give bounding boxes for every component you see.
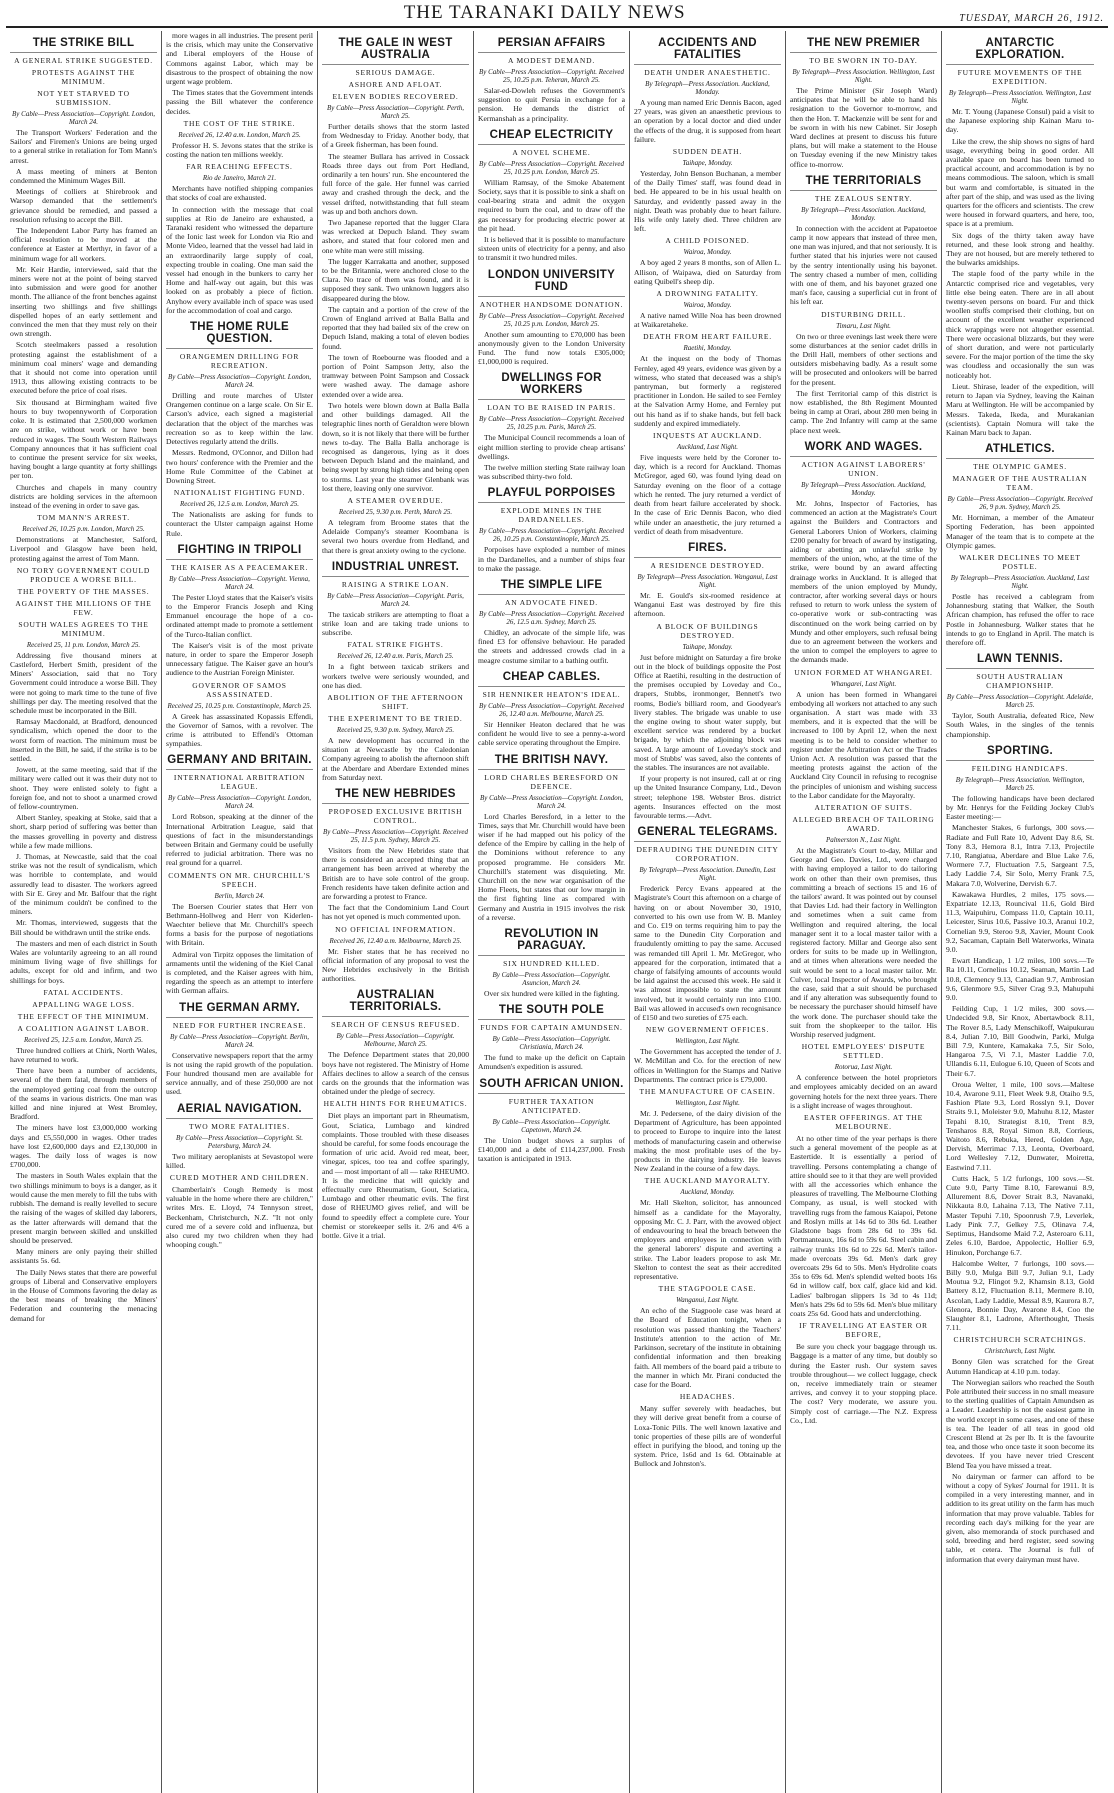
article-subheading: UNION FORMED AT WHANGAREI. <box>794 667 933 677</box>
article-paragraph: Two hotels were blown down at Balla Balla and other buildings damaged. All the telegraphic lines north of Geraldton were blown down, so it is not likely that there will be further news to-day. The Balla Balla anchorage is recognised as dangerous, lying as it does between Depuch Island and the mainland, and being swept by strong high tides and being open to storms. Last year the steamer Glenbank was lost there, leaving only one survivor. <box>322 400 469 493</box>
article-subheading: SIX HUNDRED KILLED. <box>503 958 600 968</box>
article-paragraph: The steamer Bullara has arrived in Cossack Roads three days out from Port Hedland, ordinarily a ten hours' run. She encountered the full force of the gale. Her funnel was carried away and crashed through the deck, and the vessel drifted, notwithstanding that full steam was up and both anchors down. <box>322 151 469 216</box>
article-byline: By Cable—Press Association—Copyright. Perth, March 25. <box>326 104 465 120</box>
article-paragraph: Two military aeroplanists at Sevastopol were killed. <box>166 1151 313 1170</box>
article-headline: THE TERRITORIALS <box>790 175 937 191</box>
article-paragraph: William Ramsay, of the Smoke Abatement Society, says that it is possible to sink a shaft on coal-bearing strata and admit the oxygen required to burn the coal, and to draw off the gas necessary for producing electric power at the pit head. <box>478 177 625 233</box>
article-paragraph: Scotch steelmakers passed a resolution protesting against the establishment of a minimum coal miners' wage and demanding that it should not come into operation until 1913, thus allowing existing contracts to be executed before the price of coal rises. <box>10 340 157 396</box>
article-subheading: THE EXPERIMENT TO BE TRIED. <box>328 713 463 723</box>
article-byline: Raetihi, Monday. <box>683 344 732 353</box>
article-paragraph: Conservative newspapers report that the army is not using the rapid growth of the population. Four hundred thousand men are available for service annually, and of these 250,000 are not used. <box>166 1050 313 1097</box>
article-subheading: A BLOCK OF BUILDINGS DESTROYED. <box>656 621 759 640</box>
article-subheading: ALLEGED BREACH OF TAILORING AWARD. <box>792 814 935 833</box>
article-paragraph: Like the crew, the ship shows no signs of hard usage, everything being in good order. All available space on board has been turned to practical account, and accommodation is by no means commodious. The saloon, which is small but warm and comfortable, is situated in the after part of the ship, and was used as the living quarters for the officers and scientists. The crew were housed in forward quarters, and here, too, space is at a premium. <box>946 136 1094 229</box>
article-paragraph: Diet plays an important part in Rheumatism, Gout, Sciatica, Lumbago and kindred complaints. Those troubled with these diseases should be careful, for some foods encourage the formation of uric acid. Avoid red meat, beer, vinegar, spices, too tea and coffee sparingly, and — most important of all — take RHEUMO. It is the medicine that will quickly and effectually cure Rheumatism, Gout, Sciatica, Lumbago and other rheumatic evils. The first dose of RHEUMO gives relief, and will be found to speedily effect a complete cure. Your chemist or storekeeper sells it. 2/6 and 4/6 a bottle. Give it a trial. <box>322 1111 470 1241</box>
article-byline: Auckland, Monday. <box>680 1188 735 1197</box>
article-paragraph: The Norwegian sailors who reached the South Pole attributed their success in no small measure to the sterling qualities of Captain Amundsen as a Leader. Leadership is not the easiest game in the world except in some cases, and one of these is tea. The leader of all teas in good old Crescent Blend at 2s per lb. It is the favourite tea, and those who once taste it soon become its devotees. If you have never tried Crescent Blend Tea you have missed a treat. <box>946 1377 1094 1470</box>
article-subheading: ANOTHER HANDSOME DONATION. <box>479 299 624 309</box>
article-subheading: THE OLYMPIC GAMES. <box>973 462 1067 472</box>
article-subheading: NEW GOVERNMENT OFFICES. <box>645 1025 770 1035</box>
article-byline: By Cable—Press Association—Copyright. Received 25, 10.25 p.m. London, March 25. <box>478 311 625 328</box>
article-subheading: NO TORY GOVERNMENT COULD PRODUCE A WORSE BILL. <box>16 565 151 584</box>
column-2 <box>162 31 318 1793</box>
article-paragraph: The Transport Workers' Federation and the Sailors' and Firemen's Unions are being urged to a general strike in retaliation for Tom Mann's arrest. <box>10 128 157 165</box>
article-paragraph: The first Territorial camp of this district is now established, the 8th Regiment Mounted being in camp at Orari, about 280 men being in camp. The 2nd Infantry will camp at the same place next week. <box>790 388 937 435</box>
article-byline: Received 25, 11 p.m. London, March 25. <box>26 640 141 649</box>
article-byline: By Cable—Press Association—Copyright. Received 26, 12.5 a.m. Sydney, March 25. <box>478 610 625 627</box>
article-subheading: IF TRAVELLING AT EASTER OR BEFORE, <box>799 1321 928 1340</box>
article-paragraph: The Independent Labor Party has framed an official resolution to be moved at the conference at Easter at Merthyr, in favor of a minimum wage for all workers. <box>10 226 157 263</box>
article-byline: By Cable—Press Association—Copyright. Christiania, March 24. <box>492 1035 611 1052</box>
column-5 <box>630 31 786 1793</box>
article-paragraph: Albert Stanley, speaking at Stoke, said that a short, sharp period of suffering was better than the masses grovelling in poverty and distress while a few made millions. <box>10 813 157 850</box>
issue-date: TUESDAY, MARCH 26, 1912. <box>959 13 1104 24</box>
newspaper-title: THE TARANAKI DAILY NEWS <box>403 2 686 23</box>
article-byline: Wairoa, Monday. <box>683 301 732 310</box>
article-subheading: EASTER OFFERINGS. AT THE MELBOURNE. <box>804 1113 923 1132</box>
article-headline: AERIAL NAVIGATION. <box>166 1103 313 1119</box>
article-paragraph: Sir Henniker Heaton declared that he was confident he would live to see a penny-a-word cable service operating throughout the Empire. <box>478 719 625 748</box>
article-headline: THE GALE IN WEST AUSTRALIA <box>322 37 469 65</box>
article-byline: Rio de Janeiro, March 21. <box>202 174 277 183</box>
article-byline: By Cable—Press Association—Copyright. Received 26, 12.40 a.m. Melbourne, March 25. <box>478 701 625 718</box>
article-paragraph: Mr. Johns, Inspector of Factories, has commenced an action at the Magistrate's Court against the Builders and Contractors and General Laborers Union of Workers, claiming £200 penalty for breach of award by instigating, aiding or abetting an unlawful strike by members of the union, who, at the time of the strike, were bound by an award affecting drainage works in Auckland. It is alleged that members of the union employed by Mundy, contractor, after working several days or hours refused to return to work unless the system of co-operative work or sub-contracting was discontinued on the work being carried on by Mundy and other employers, such refusal being due to an agreement between the workers and the union to compel the employers to agree to the demands made. <box>790 498 937 665</box>
article-paragraph: Lord Charles Beresford, in a letter to the Times, says that Mr. Churchill would have been wiser if he had mapped out his policy of the defence of the Empire by calling in the help of the Dominions without reference to any proposed programme. He considers Mr. Churchill's statement was disquieting. Mr. Churchill on the new war organisation of the Home Fleets, but states that our low margin in the first fighting line as compared with Germany and Austria in 1915 involves the risk of a reverse. <box>478 811 625 922</box>
article-paragraph: The masters and men of each district in South Wales are voluntarily agreeing to an all round minimum living wage of five shillings for adults, except for old and infirm, and two shillings for boys. <box>10 938 157 985</box>
article-byline: By Cable—Press Association—Copyright. London, March 24. <box>168 794 311 811</box>
article-subheading: DEATH UNDER ANAESTHETIC. <box>644 68 771 77</box>
article-byline: By Cable—Press Association—Copyright. London, March 24. <box>168 373 311 390</box>
article-paragraph: There have been a number of accidents, several of the them fatal, through members of the unemployed getting coal from the outcrop of the seams in various districts. One man was killed and nine injured at West Bromley, Bradford. <box>10 1066 157 1122</box>
article-subheading: SEARCH OF CENSUS REFUSED. <box>331 1020 460 1030</box>
article-subheading: THE KAISER AS A PEACEMAKER. <box>170 562 309 572</box>
article-paragraph: Admiral von Tirpitz opposes the limitation of armaments until the widening of the Kiel Canal is completed, and the Kaiser agrees with him, regarding the speech as an attempt to interfere with German affairs. <box>166 949 313 996</box>
article-subheading: INTERNATIONAL ARBITRATION LEAGUE. <box>173 773 306 792</box>
article-paragraph: In a fight between taxicab strikers and workers twelve were seriously wounded, and one has died. <box>322 662 469 690</box>
article-paragraph: A mass meeting of miners at Benton condemned the Minimum Wages Bill. <box>10 166 157 186</box>
article-subheading: THE STAGPOOLE CASE. <box>658 1284 757 1294</box>
article-paragraph: Chidley, an advocate of the simple life, was fined £3 for offensive behaviour. He paraded the streets and addressed crowds clad in a meagre costume similar to a bathing outfit. <box>478 628 625 665</box>
article-paragraph: The Nationalists are asking for funds to counteract the Ulster campaign against Home Rule. <box>166 510 313 538</box>
article-paragraph: The Municipal Council recommends a loan of eight million sterling to provide cheap artisans' dwellings. <box>478 433 625 461</box>
article-subheading: ABOLITION OF THE AFTERNOON SHIFT. <box>327 692 464 711</box>
article-paragraph: The Daily News states that there are powerful groups of Liberal and Conservative employers in the House of Commons favoring the delay as the best means of breaking the Miners' Federation and countering the menacing demand for <box>10 1267 157 1323</box>
article-byline: Taihape, Monday. <box>682 642 733 651</box>
article-subheading: DISTURBING DRILL. <box>821 309 906 319</box>
article-subheading: MANAGER OF THE AUSTRALIAN TEAM. <box>952 474 1088 493</box>
article-subheading: GOVERNOR OF SAMOS ASSASSINATED. <box>192 680 287 699</box>
article-subheading: PROTESTS AGAINST THE MINIMUM. <box>31 68 136 86</box>
article-paragraph: Drilling and route marches of Ulster Orangemen continue on a large scale. On Sir E. Carson's advice, each signed a magisterial declaration that the object of the marches was recreation so as to keep within the law. Detectives regularly attend the drills. <box>166 391 313 447</box>
article-byline: Received 26, 12.40 a.m. Paris, March 25. <box>337 652 454 661</box>
article-byline: By Cable—Press Association—Copyright. Adelaide, March 25. <box>946 693 1094 710</box>
article-byline: Auckland, Last Night. <box>676 443 739 452</box>
article-paragraph: Porpoises have exploded a number of mines in the Dardanelles, and a number of ships fear to make the passage. <box>478 545 625 573</box>
article-subheading: FURTHER TAXATION ANTICIPATED. <box>508 1096 595 1115</box>
article-byline: Taihape, Monday. <box>682 159 733 168</box>
article-headline: CHEAP ELECTRICITY <box>478 129 625 145</box>
article-paragraph: A Greek has assassinated Kopassis Effendi, the Governor of Samos, with a revolver. The crime is attributed to Effendi's Ottoman sympathies. <box>166 711 313 749</box>
article-headline: REVOLUTION IN PARAGUAY. <box>478 928 625 956</box>
article-paragraph: Many suffer severely with headaches, but they will derive great benefit from a course of Loxa-Tonic Pills. The well known laxative and tonic properties of these pills are of wonderful effect in purifying the blood, and toning up the system. Price, 1s6d and 1s 6d. Obtainable at Bullock and Johnston's. <box>634 1404 781 1469</box>
article-paragraph: Mr. Fisher states that he has received no official information of any proposal to vest the New Hebrides exclusively in the British authorities. <box>322 946 469 984</box>
article-byline: By Cable—Press Association—Copyright. Received 25, 10.25 p.m. London, March 25. <box>478 159 625 176</box>
article-headline: SPORTING. <box>946 745 1094 761</box>
article-subheading: DEATH FROM HEART FAILURE. <box>643 332 772 342</box>
article-paragraph: Six thousand at Birmingham waited five hours to buy twopennyworth of Corporation coke. It is estimated that 2,500,000 workmen are on strike, without work or have been reduced in wages. The South Western Railways Company announces that it has sufficient coal to continue the present service for six weeks, having bought a large quantity at forty shillings per ton. <box>10 397 157 481</box>
article-headline: THE BRITISH NAVY. <box>478 754 625 770</box>
article-subheading: A DROWNING FATALITY. <box>656 289 759 299</box>
article-subheading: FUNDS FOR CAPTAIN AMUNDSEN. <box>480 1023 623 1033</box>
article-paragraph: J. Thomas, at Newcastle, said that the coal strike was not the result of syndicalism, which was horrible to contemplate, and would assuredly lead to disaster. The workers agreed with Sir E. Grey and Mr. Balfour that the right of the minimum couldn't be confined to the miners. <box>10 852 157 917</box>
article-subheading: HEADACHES. <box>679 1392 736 1402</box>
article-headline: DWELLINGS FOR WORKERS <box>478 372 625 400</box>
article-subheading: A RESIDENCE DESTROYED. <box>650 560 765 570</box>
article-paragraph: The taxicab strikers are attempting to float a strike loan and are taking trade unions to subscribe. <box>322 609 469 638</box>
article-subheading: SIR HENNIKER HEATON'S IDEAL. <box>482 689 621 699</box>
article-paragraph: Over six hundred were killed in the fighting. <box>484 988 620 998</box>
masthead <box>6 0 1108 28</box>
article-subheading: FEILDING HANDICAPS. <box>971 763 1069 773</box>
article-subheading: LORD CHARLES BERESFORD ON DEFENCE. <box>484 772 619 791</box>
article-byline: By Telegraph—Press Association. Auckland, Last Night. <box>950 573 1090 590</box>
article-subheading: FUTURE MOVEMENTS OF THE EXPEDITION. <box>957 68 1083 86</box>
article-headline: GENERAL TELEGRAMS. <box>634 826 781 842</box>
article-byline: By Telegraph—Press Association. Auckland, Monday. <box>645 80 770 96</box>
article-subheading: A STEAMER OVERDUE. <box>347 495 444 505</box>
article-subheading: EXPLODE MINES IN THE DARDANELLES. <box>500 506 603 525</box>
article-headline: FIRES. <box>634 542 781 558</box>
article-paragraph: The Defence Department states that 20,000 boys have not registered. The Ministry of Home Affairs declines to allow a search of the census cards on the grounds that the information was obtained under the pledge of secrecy. <box>322 1050 469 1097</box>
article-paragraph: A union has been formed in Whangarei embodying all workers not attached to any such organisation. A start was made with 33 members, and it is expected that the will be increased to 100 by April 12, when the next meeting is to be held to consider whether to register under the Arbitration Act or the Trades Union Act. A resolution was passed that the meeting protests against the action of the Auckland City Council in refusing to recognise the principles of unionism and wishing success to the Labor candidate for the Mayoralty. <box>790 689 937 800</box>
article-subheading: DEFRAUDING THE DUNEDIN CITY CORPORATION. <box>636 845 779 864</box>
article-paragraph: Just before midnight on Saturday a fire broke out in the block of buildings opposite the Post Office at Raetihi, resulting in the destruction of the premises occupied by Loveday and Co., drapers, Stubbs, ironmonger, Bennett's two rooms, Bodie's billiard room, and Goodyear's livery stables. The brigade was unable to use the engine owing to shout water supply, but excellent service was rendered by a bucket brigade, by which the adjoining block was saved. A large amount of Loveday's stock and most of Stubbs' was saved, also the contents of the stables. The insurances are not available. <box>634 652 781 772</box>
columns <box>6 31 1108 1793</box>
article-subheading: RAISING A STRIKE LOAN. <box>341 579 450 589</box>
article-headline: THE GERMAN ARMY. <box>166 1002 313 1018</box>
article-paragraph: The staple food of the party while in the Antarctic comprised rice and vegetables, very little else being eaten. There are in all about twenty-seven persons on board. Fur and thick woollen stuffs comprised their clothing, but on account of the excellent weather experienced thick wrappings were not altogether essential. There were occasional blizzards, but they were of short duration, and were not particularly severe. For the major portion of the time the sky was cloudless and occasionally the sun was noticeably hot. <box>946 269 1094 380</box>
article-paragraph: Churches and chapels in many country districts are holding services in the afternoon instead of the evening in order to save gas. <box>10 482 157 510</box>
article-subheading: FATAL ACCIDENTS. <box>43 987 124 997</box>
article-paragraph: Three hundred colliers at Chirk, North Wales, have returned to work. <box>10 1045 157 1065</box>
article-paragraph: Mr. Hall Skelton, solicitor, has announced himself as a candidate for the Mayoralty, opposing Mr. C. J. Parr, with the avowed object of endeavouring to heal the breach between the employers and employees in connection with the general laborers' dispute and averting a strike. The Labor leaders propose to ask Mr. Skelton to contest the seat as their accredited representative. <box>634 1198 781 1282</box>
article-headline: PERSIAN AFFAIRS <box>478 37 625 53</box>
article-subheading: NOT YET STARVED TO SUBMISSION. <box>37 89 130 107</box>
article-paragraph: Manchester Stakes, 6 furlongs, 300 sovs.—Radiate and Full Rate 10, Advent Day 8.6, St. Tony 8.3, Hemora 8.1, Intra 7.13, Projectile 7.10, Rangiatua, Aberdare and Blue Lake 7.6, Wormere 7.7, Fluctuation 7.5, Sargeant 7.5, Lady Laddie 7.4, Sir Solo, Merry Frank 7.5, Makara 7.0, Wolverine, Dervish 6.7. <box>946 823 1094 888</box>
article-paragraph: Mr. E. Gould's six-roomed residence at Wanganui East was destroyed by fire this afternoon. <box>634 590 781 619</box>
article-paragraph: If your property is not insured, call at or ring up the United Insurance Company, Ltd., Devon street; telephone 198. Webster Bros. district agents. Insurances effected on the most favourable terms.—Advt. <box>634 774 781 820</box>
article-byline: Whangarei, Last Night. <box>830 679 897 688</box>
article-subheading: SERIOUS DAMAGE. <box>355 68 436 77</box>
article-paragraph: Demonstrations at Manchester, Salford, Liverpool and Glasgow have been held, protesting against the arrest of Tom Mann. <box>10 535 157 563</box>
article-paragraph: No dairyman or farmer can afford to be without a copy of Sykes' Journal for 1911. It is compiled in a very interesting manner, and in addition to its great utility on the farm has much information that may prove valuable. Tables for recording each day's milking for the year are given, also memoranda of stock purchased and sold, breeding and herd register, seed sowing table, et cetera. The Journal is full of information that every dairyman must have. <box>946 1471 1094 1564</box>
column-3 <box>318 31 474 1793</box>
article-byline: By Cable—Press Association—Copyright. Melbourne, March 25. <box>336 1032 455 1049</box>
article-paragraph: Mr. Keir Hardie, interviewed, said that the miners were not at the point of being starved into submission and were good for another month. The alliance of the front benches against inserting two shillings and five shillings dispelled hopes of an early settlement and convinced the men that they must rely on their own strength. <box>10 264 157 339</box>
article-byline: By Cable—Press Association—Copyright. Received 26, 9 p.m. Sydney, March 25. <box>947 495 1093 512</box>
article-headline: ACCIDENTS AND FATALITIES <box>634 37 781 65</box>
article-byline: By Telegraph—Press Association. Auckland, Monday. <box>801 480 926 497</box>
article-paragraph: Mr. T. Young (Japanese Consul) paid a visit to the Japanese exploring ship Kainan Maru to-day. <box>946 107 1094 135</box>
article-byline: By Telegraph—Press Association. Dunedin, Last Night. <box>639 866 776 883</box>
article-paragraph: Oroua Welter, 1 mile, 100 sovs.—Maltese 10.4, Avarone 9.11, Fleet Week 9.8, Otaiho 9.5, Fashion Plate 9.3, Lord Rosslyn 9.1, Dover Straits 9.1, Moleister 9.0, Mahuhu 8.12, Master Tepahi 8.10, Strategist 8.10, Trent 8.9, Tensharos 8.8, Royal Simon 8.8, Corrieus, Waitoto 8.6, Rebuka, Hered, Golden Age, Dervish, Merrimac 7.13, Leonta, Overboard, Lord Wellesley 7.12, Dunwater, Moiretta, Eastwind 7.11. <box>946 1079 1094 1172</box>
column-4 <box>474 31 630 1793</box>
article-subheading: CHRISTCHURCH SCRATCHINGS. <box>953 1335 1087 1345</box>
article-subheading: LOAN TO BE RAISED IN PARIS. <box>487 403 616 413</box>
article-paragraph: The Kaiser's visit is of the most private nature, in order to spare the Emperor Joseph unnecessary fatigue. The Kaiser gave an hour's audience to the Austrian Foreign Minister. <box>166 640 313 678</box>
article-paragraph: The lugger Karrakatta and another, supposed to be the Britannia, were anchored close to the Clara. No trace of them was found, and it is supposed they sank. Two unknown luggers also disappeared during the blow. <box>322 256 469 303</box>
article-byline: Christchurch, Last Night. <box>984 1347 1056 1356</box>
article-subheading: A CHILD POISONED. <box>665 236 750 246</box>
article-byline: Rotorua, Last Night. <box>834 1063 893 1072</box>
column-1 <box>6 31 162 1793</box>
article-paragraph: A native named Wille Noa has been drowned at Waikaretaheke. <box>634 311 781 330</box>
article-headline: ANTARCTIC EXPLORATION. <box>946 37 1094 65</box>
article-paragraph: Professor H. S. Jevons states that the strike is costing the nation ten millions weekly. <box>166 140 313 160</box>
article-headline: THE NEW PREMIER <box>790 37 937 53</box>
article-paragraph: At no other time of the year perhaps is there such a general movement of the people as at Eastertide. It is essentially a period of travelling. Persons contemplating a change of attire should see to it that they are well provided with all the accessories which enhance the pleasures of travelling. The Melbourne Clothing Company, as usual, is well stocked with travelling rugs from the famous Kaiapoi, Petone and Roslyn mills at 14s 6d to 30s 6d. Leather Gladstone bags from 28s 6d to 39s 6d. Portmanteaux, 16s 6d to 59s 6d. Steel cabin and railway trunks 10s 6d to 22s 6d. Men's tailor-made overcoats 39s 6d. Men's dark grey overcoats 29s 6d to 50s. Men's Hydrolite coats 35s to 69s 6d. Men's splendid welted boots 16s 6d in willow calf, box calf, glace kid and kid. Ladies' balbrogan slippers 1s 3d to 4s 11d; Men's hats 29s 6d to 59s 6d. Men's blue military coats 25s 6d. Good hats and underclothing. <box>790 1134 938 1318</box>
article-paragraph: Feilding Cup, 1 1/2 miles, 300 sovs.—Undecided 9.8, Sir Knox, Abertawbock 8.11, The Rover 8.5, Lady Menschikoff, Waipukurau 8.4, Julian 7.10, Bill Goodwin, Parki, Mulga Bill 7.9, Kuntere, Kamakaka 7.5, Sir Solo, Hangaroa 7.5, Vi 7.1, Master Laddie 7.0, Ullandis 6.11, Eulogue 6.10, Queen of Scots and Their 6.7. <box>946 1004 1094 1078</box>
article-byline: By Cable—Press Association—Copyright. Capetown, March 24. <box>492 1117 611 1134</box>
article-headline: FIGHTING IN TRIPOLI <box>166 544 313 560</box>
article-subheading: WALKER DECLINES TO MEET POSTLE. <box>959 552 1081 571</box>
article-subheading: SOUTH AUSTRALIAN CHAMPIONSHIP. <box>976 672 1064 691</box>
article-paragraph: Taylor, South Australia, defeated Rice, New South Wales, in the singles of the tennis championship. <box>946 711 1094 739</box>
article-paragraph: Six dogs of the thirty taken away have returned, and these look strong and healthy. They are not housed, but are merely tethered to the bulwarks amidships. <box>946 230 1094 268</box>
article-paragraph: In connection with the accident at Papatoetoe camp it now appears that instead of three men, one man was injured, and that not seriously. It is further stated that his injuries were not caused by the sentry intentionally using his bayonet. The sentry chased a number of men, colliding with one of them, and his bayonet grazed one man's face, causing a superficial cut in front of his left ear. <box>790 223 937 307</box>
article-paragraph: An echo of the Stagpoole case was heard at the Board of Education tonight, when a resolution was passed thanking the Teachers' Institute's attention to the action of Mr. Parkinson, secretary of the institute in obtaining confidential information and then breaking faith. All members of the board paid a tribute to the manner in which Mr. Pirani conducted the case for the Board. <box>634 1306 781 1389</box>
article-headline: INDUSTRIAL UNREST. <box>322 561 469 577</box>
article-paragraph: Further details shows that the storm lasted from Wednesday to Friday. Another body, that of a Greek fisherman, has been found. <box>322 122 469 150</box>
article-byline: By Cable—Press Association—Copyright. London, March 24. <box>12 110 155 126</box>
article-headline: AUSTRALIAN TERRITORIALS. <box>322 989 469 1017</box>
article-paragraph: The Government has accepted the tender of J. W. McMillan and Co. for the erection of new offices in Wellington for the Stamps and Native Departments. The contract price is £79,000. <box>634 1047 781 1084</box>
article-byline: By Telegraph—Press Association. Wanganui, Last Night. <box>637 572 778 589</box>
article-subheading: FAR REACHING EFFECTS. <box>186 162 293 172</box>
article-headline: LONDON UNIVERSITY FUND <box>478 269 625 297</box>
article-headline: GERMANY AND BRITAIN. <box>166 754 313 770</box>
article-byline: By Cable—Press Association—Copyright. Received 25, 10.25 p.m. Teheran, March 25. <box>478 68 625 84</box>
article-paragraph: Visitors from the New Hebrides state that there is considered an accepted thing that an arrangement has been arrived at whereby the British are to have sole control of the group. French residents have taken definite action and are forwarding a protest to France. <box>322 845 469 901</box>
article-byline: Palmerston N., Last Night. <box>825 835 902 844</box>
article-paragraph: Lieut. Shirase, leader of the expedition, will return to Japan via Sydney, leaving the Kainan Maru at Wellington. He will be accompanied by Messrs. Takeda, Ikeda, and Murakanian (scientists). Captain Nomura will take the Kainan Maru back to Japan. <box>946 381 1094 437</box>
article-paragraph: The following handicaps have been declared by Mr. Henrys for the Feilding Jockey Club's Easter meeting:— <box>946 793 1094 822</box>
article-paragraph: The town of Roebourne was flooded and a portion of Point Sampson Jetty, also the tramway between Point Sampson and Cossack were washed away. The damage ashore extended over a wide area. <box>322 352 469 399</box>
article-subheading: A MODEST DEMAND. <box>507 56 596 65</box>
article-byline: Wanganui, Last Night. <box>676 1296 739 1305</box>
article-paragraph: Postle has received a cablegram from Johannesburg stating that Walker, the South African champion, has refused the offer to race Postle in Johannesburg. Walker states that he intends to go to England in April. The match is therefore off. <box>946 591 1094 647</box>
article-paragraph: Ewart Handicap, 1 1/2 miles, 100 sovs.—Te Ra 10.11, Cornelius 10.12, Seaman, Martin Lad 10.8, Clemency 9.13, Canadian 9.7, Ambrosian 9.6, Glenmore 9.5, Silver Crag 9.3, Mahupuhi 9.0. <box>946 956 1094 1003</box>
article-byline: Received 26, 12.40 a.m. Melbourne, March 25. <box>329 936 462 945</box>
article-byline: By Cable—Press Association—Copyright. Asuncion, March 24. <box>492 970 611 987</box>
article-paragraph: The masters in South Wales explain that the two shillings minimum to boys is a danger, as it would cause the men merely to fill the tubs with rubbish. The demand is really levelled to secure the raising of the wages of skilled day laborers, as the latter afterwards will demand that the present margin between skilled and unskilled should be preserved. <box>10 1171 157 1245</box>
article-subheading: COMMENTS ON MR. CHURCHILL'S SPEECH. <box>168 870 311 889</box>
article-byline: By Telegraph—Press Association. Wellington, Last Night. <box>792 68 935 84</box>
article-paragraph: Chamberlain's Cough Remedy is most valuable in the home where there are children," writes Mrs. E. Lloyd, 74 Tennyson street, Beckenham, Christchurch, N.Z. "It not only cured me of a severe cold and influenza, but also cured my two children when they had whooping cough." <box>166 1185 313 1250</box>
article-subheading: THE EFFECT OF THE MINIMUM. <box>17 1011 150 1021</box>
article-subheading: ASHORE AND AFLOAT. <box>348 80 443 89</box>
article-paragraph: Two Japanese reported that the lugger Clara was wrecked at Depuch Island. They swam ashore, and stated that four colored men and one white man were still missing. <box>322 218 469 255</box>
article-paragraph: Jowett, at the same meeting, said that if the military were called out it was their duty not to shoot. They were enlisted solely to fight a foreign foe, and not to shoot a unarmed crowd of fellow-countrymen. <box>10 765 157 811</box>
article-headline: LAWN TENNIS. <box>946 653 1094 669</box>
article-paragraph: A boy aged 2 years 8 months, son of Allen L. Allison, of Waipawa, died on Saturday from eating Quibell's sheep dip. <box>634 258 781 286</box>
article-byline: Received 26, 12.40 a.m. London, March 25. <box>178 130 301 139</box>
article-byline: Received 25, 9.30 p.m. Sydney, March 25. <box>336 725 455 734</box>
article-paragraph: On two or three evenings last week there were some disturbances at the senior cadet drills in the Drill Hall, members of other sections and outsiders misbehaving badly. As a result some will be prosecuted and onlookers will be barred for the present. <box>790 331 937 387</box>
article-paragraph: Merchants have notified shipping companies that stocks of coal are exhausted. <box>166 184 313 203</box>
article-subheading: THE POVERTY OF THE MASSES. <box>17 586 150 596</box>
article-headline: WORK AND WAGES. <box>790 441 937 457</box>
article-headline: PLAYFUL PORPOISES <box>478 487 625 503</box>
article-paragraph: At the Magistrate's Court to-day, Millar and George and Geo. Davies, Ltd., were charged with having employed a tailor to do tailoring work on other than their own premises, thus committing a breach of sections 15 and 16 of the tailors' award. It was pointed out by counsel that Davies Ltd. had their factory in Wellington and sometimes when a suit came from Wellington and required altering, the local manager sent it to a local master tailor with a registered factory. Millar and George also sent orders for suits to be made up in Wellington, and at times when alterations were needed the suit would be sent to a local master tailor. Mr. Culver, local Inspector of Awards, who brought the case, said that a suit should be purchased and if any alteration was subsequently found to be necessary the purchaser should himself have the work done. The purchaser should take the suit from the shopkeeper to the tailor. His Worship reserved judgment. <box>790 845 937 1040</box>
article-subheading: FATAL STRIKE FIGHTS. <box>347 640 444 650</box>
article-paragraph: Many miners are only paying their shilled assistants 5s. 6d. <box>10 1247 157 1266</box>
article-subheading: THE AUCKLAND MAYORALTY. <box>644 1176 771 1186</box>
article-paragraph: Be sure you check your baggage through us. Baggage is a matter of any time, but doubly so during the Easter rush. Our system saves trouble throughout— we collect luggage, check on, receive immediately train or steamer arrives, and convey it to your stopping place. The cost? Very moderate, we assure you. Simply cost of carriage.—The N.Z. Express Co., Ltd. <box>790 1342 937 1425</box>
article-paragraph: The Union budget shows a surplus of £140,000 and a debt of £114,237,000. Fresh taxation is anticipated in 1913. <box>478 1135 625 1163</box>
article-byline: By Cable—Press Association—Copyright. Received 26, 10.25 p.m. Constantinople, March 25. <box>478 527 625 544</box>
article-headline: THE HOME RULE QUESTION. <box>166 321 313 349</box>
article-paragraph: Kawakawa Hurdles, 2 miles, 175 sovs.—Expatriate 12.13, Rouncival 11.6, Gold Bird 11.3, Waipuhiru, Compass 11.0, Captain 10.11, Leicester, Sirus 10.6, Passive 10.3, Aranui 10.2, Cornelian 9.9, Steroo 9.8, Xavier, Mount Cook 9.2, Sacaman, Captain Bell Waterworks, Winata 9.0. <box>946 889 1094 954</box>
article-subheading: A COALITION AGAINST LABOR. <box>17 1023 150 1033</box>
article-paragraph: Ramsay Macdonald, at Bradford, denounced syndicalism, which opened the door to the worst form of reaction. The minimum must be inserted in the Bill, he said, if the strike is to be settled. <box>10 717 157 763</box>
article-headline: THE STRIKE BILL <box>10 37 157 53</box>
article-subheading: ELEVEN BODIES RECOVERED. <box>332 92 459 101</box>
article-byline: Received 25, 10.25 p.m. Constantinople, March 25. <box>167 701 312 710</box>
article-byline: By Cable—Press Association—Copyright. Received 25, 11.5 p.m. Sydney, March 25. <box>322 827 469 844</box>
article-paragraph: Mr. Thomas, interviewed, suggests that the Bill should be withdrawn until the strike ends. <box>10 918 157 937</box>
article-subheading: ORANGEMEN DRILLING FOR RECREATION. <box>179 352 300 371</box>
article-headline: CHEAP CABLES. <box>478 671 625 687</box>
article-byline: By Cable—Press Association—Copyright. London, March 24. <box>480 793 623 810</box>
article-byline: Wellington, Last Night. <box>675 1099 740 1108</box>
article-paragraph: Addressing five thousand miners at Castleford, Herbert Smith, president of the Miners' Association, said that no Tory Government could introduce a worse Bill. They were not going to mark time to the tune of five shillings per day. The meeting resolved that the schedule must be incorporated in the Bill. <box>10 650 157 715</box>
article-paragraph: Mr. Horniman, a member of the Amateur Sporting Federation, has been appointed Manager of the team that is to compete at the Olympic games. <box>946 513 1094 550</box>
article-paragraph: Lord Robson, speaking at the dinner of the International Arbitration League, said that questions of fact in the misunderstandings between Britain and Germany could be usefully referred to judicial arbitration. There was no real ground for a quarrel. <box>166 812 313 868</box>
article-subheading: HEALTH HINTS FOR RHEUMATICS. <box>323 1099 468 1109</box>
article-subheading: PROPOSED EXCLUSIVE BRITISH CONTROL. <box>328 806 463 825</box>
article-paragraph: A telegram from Broome states that the Adelaide Company's steamer Koombana is several two hours overdue from Hedland, and that there is great anxiety owing to the cyclone. <box>322 517 469 555</box>
article-subheading: ALTERATION OF SUITS. <box>814 802 913 812</box>
article-subheading: TO BE SWORN IN TO-DAY. <box>809 56 918 65</box>
article-subheading: A GENERAL STRIKE SUGGESTED. <box>14 56 153 65</box>
article-paragraph: The fact that the Condominium Land Court has not yet opened is much commented upon. <box>322 903 469 922</box>
article-paragraph: The twelve million sterling State railway loan was subscribed thirty-two fold. <box>478 463 625 482</box>
article-subheading: TWO MORE FATALITIES. <box>189 1121 290 1131</box>
article-subheading: INQUESTS AT AUCKLAND. <box>653 431 762 441</box>
article-paragraph: Messrs. Redmond, O'Connor, and Dillon had two hours' conference with the Premier and the Home Rule Committee of the Cabinet at Downing Street. <box>166 448 313 485</box>
article-byline: By Cable—Press Association—Copyright. Berlin, March 24. <box>169 1032 310 1049</box>
article-paragraph: Another sum amounting to £70,000 has been anonymously given to the London University Fund. The fund now totals £305,000; £1,000,000 is required. <box>478 329 625 367</box>
article-paragraph: A conference between the hotel proprietors and employees amicably decided on an award governing hotels for the next three years. There is a slight increase of wages throughout. <box>790 1073 937 1110</box>
article-subheading: THE ZEALOUS SENTRY. <box>814 193 913 203</box>
article-paragraph: Five inquests were held by the Coroner to-day, which is a record for Auckland. Thomas McGregor, aged 60, was found lying dead on Saturday evening on the floor of a cottage which he rented. The jury returned a verdict of death from heart failure accelerated by shock. In the case of Eric Dennis Bacon, who died while under an anaesthetic, the jury returned a verdict of death from misadventure. <box>634 453 781 536</box>
article-subheading: ACTION AGAINST LABORERS' UNION. <box>801 459 926 478</box>
article-paragraph: The fund to make up the deficit on Captain Amundsen's expedition is assured. <box>478 1053 625 1072</box>
article-paragraph: Mr. J. Pedersene, of the dairy division of the Department of Agriculture, has been appointed to proceed to Europe to inquire into the latest methods of manufacturing casein and otherwise making the most profitable uses of the by-products in the dairying industry. He leaves New Zealand in the course of a few days. <box>634 1109 781 1174</box>
article-subheading: NEED FOR FURTHER INCREASE. <box>172 1020 307 1030</box>
article-byline: Received 26, 12.5 a.m. London, March 25. <box>179 500 300 509</box>
article-subheading: NATIONALIST FIGHTING FUND. <box>173 488 306 498</box>
article-byline: By Cable—Press Association—Copyright. Paris, March 24. <box>327 591 464 608</box>
article-paragraph: The Times states that the Government intends passing the Bill whatever the conference decides. <box>166 88 313 116</box>
article-subheading: NO OFFICIAL INFORMATION. <box>335 924 456 934</box>
article-byline: Received 25, 9.30 p.m. Perth, March 25. <box>338 507 453 516</box>
article-byline: By Cable—Press Association—Copyright. St. Petersburg, March 24. <box>176 1133 303 1150</box>
article-byline: By Telegraph—Press Association. Wellington, March 25. <box>955 775 1085 792</box>
article-byline: Received 26, 10.25 p.m. London, March 25. <box>22 525 145 534</box>
article-subheading: AGAINST THE MILLIONS OF THE FEW. <box>15 598 152 617</box>
article-headline: THE SOUTH POLE <box>478 1004 625 1020</box>
article-byline: By Cable—Press Association—Copyright. Received 25, 10.25 p.m. Paris, March 25. <box>478 415 625 432</box>
article-paragraph: Yesterday, John Benson Buchanan, a member of the Daily Times' staff, was found dead in bed. He appeared to be in his usual health on Saturday, and evidently passed away in the night. Death was probably due to heart failure. His wife only lately died. Three children are left. <box>634 169 781 234</box>
article-headline: THE SIMPLE LIFE <box>478 579 625 595</box>
article-headline: ATHLETICS. <box>946 443 1094 459</box>
article-headline: THE NEW HEBRIDES <box>322 788 469 804</box>
article-subheading: SUDDEN DEATH. <box>672 147 743 157</box>
article-paragraph: At the inquest on the body of Thomas Fernley, aged 49 years, evidence was given by a witness, who stated that deceased was a ship's pantryman, but formerly a registered practitioner in London. He sailed to see Fernley at the Salvation Army Home, and Fernley put out his hand as if to shake hands, but fell back suddenly and expired immediately. <box>634 354 781 428</box>
article-byline: By Telegraph—Press Association. Wellington, Last Night. <box>948 89 1092 105</box>
article-paragraph: The Boersen Courier states that Herr von Bethmann-Hollweg and Herr von Kiderlen-Waechter believe that Mr. Churchill's speech forms a basis for the purpose of negotiations with Britain. <box>166 901 313 948</box>
column-6 <box>786 31 942 1793</box>
article-headline: SOUTH AFRICAN UNION. <box>478 1078 625 1094</box>
article-paragraph: A young man named Eric Dennis Bacon, aged 27 years, was given an anaesthetic previous to an operation by a local doctor and died under the effects of the drug, it is supposed from heart failure. <box>634 98 781 144</box>
article-paragraph: Salar-ed-Dowleh refuses the Government's suggestion to quit Persia in exchange for a pension. He demands the district of Kermanshah as a principality. <box>478 86 625 123</box>
article-subheading: APPALLING WAGE LOSS. <box>32 999 135 1009</box>
article-paragraph: The captain and a portion of the crew of the Crown of England arrived at Balla Balla and reported that they had bailed six of the crew on Depuch Island, making a total of eleven bodies found. <box>322 304 469 351</box>
article-paragraph: Frederick Percy Evans appeared at the Magistrate's Court this afternoon on a charge of having on or about November 30, 1910, converted to his own use from W. B. Manley and Co. £19 on terms requiring him to pay the same to the Dunedin City Corporation and fraudulently omitting to pay the same. Accused was remanded till April 1. Mr. McGregor, who appeared for the corporation, intimated that a charge of falsifying amounts of accounts would be laid against the accused this week. He said it was almost impossible to state the amount involved, but it would certainly run into £100. Bail was allowed in accused's own recognisance of £150 and two sureties of £75 each. <box>634 884 781 1023</box>
article-subheading: TOM MANN'S ARREST. <box>37 513 130 523</box>
article-subheading: CURED MOTHER AND CHILDREN. <box>169 1173 310 1183</box>
article-byline: By Cable—Press Association—Copyright. Vienna, March 24. <box>169 574 310 591</box>
article-paragraph: Bonny Glen was scratched for the Great Autumn Handicap at 4.10 p.m. today. <box>946 1357 1094 1376</box>
article-byline: Timaru, Last Night. <box>836 321 891 330</box>
article-paragraph: A new development has occurred in the situation at Newcastle by the Caledonian Company agreeing to abolish the afternoon shift at the Aberdare and Aberdare Extended mines from Saturday next. <box>322 735 469 782</box>
article-paragraph: Meetings of colliers at Shirebrook and Warsop demanded that the settlement's grievance should be remedied, and passed a resolution refusing to accept the Bill. <box>10 187 157 224</box>
article-paragraph: Cutts Hack, 5 1/2 furlongs, 100 sovs.—St. Cute 9.0, Party Time 8.10, Farewanui 8.9, Allurement 8.6, Dover Strait 8.3, Navanaki, Nikkauta 8.0, Lahaina 7.13, The Native 7.11, Master Tepuhi 7.10, Spoonrush 7.9, Leverlek, Lady Pink 7.7, Gelkey 7.5, Olinava 7.4, Septimus, Handsome Maid 7.2, Asteroaro 6.11, Zeles 6.10, Bardoe, Appolectic, Hollier 6.9, Hinukon, Porchange 6.7. <box>946 1173 1094 1257</box>
article-paragraph: Halcombe Welter, 7 furlongs, 100 sovs.—Billy 9.0, Mulga Bill 9.7, Julian 9.1, Lady Moutua 9.2, Flingot 9.2, Khamsin 8.13, Gold Battery 8.12, Fluctuation 8.11, Mermere 8.10, Ascolan, Lady Laddie, Messal 8.9, Kaurora 8.7, Glenora, Bonnie Day, Avarone 8.4, Coo the Slaughter 8.1, Ladrone, Afterthought, Thesis 7.11. <box>946 1258 1094 1333</box>
article-paragraph: It is believed that it is possible to manufacture sixteen units of electricity for a penny, and also to transmit it two hundred miles. <box>478 235 625 263</box>
article-byline: Wellington, Last Night. <box>675 1037 740 1046</box>
article-byline: Wairoa, Monday. <box>683 248 732 257</box>
article-paragraph: more wages in all industries. The present peril is the crisis, which may unite the Conservative and Liberal employers of the House of Commons against Labor, which may be disastrous to the prospect of obtaining the now urgent wage problem. <box>166 31 313 87</box>
article-byline: Received 25, 12.5 a.m. London, March 25. <box>23 1035 144 1044</box>
article-byline: Berlin, March 24. <box>214 891 265 900</box>
column-7 <box>942 31 1098 1793</box>
article-paragraph: The Pester Lloyd states that the Kaiser's visits to the Emperor Francis Joseph and King Emmanuel encourage the hope of a co-ordinated attempt made to promote a settlement of the Turco-Italian conflict. <box>166 592 313 639</box>
article-subheading: A NOVEL SCHEME. <box>512 147 591 157</box>
article-subheading: SOUTH WALES AGREES TO THE MINIMUM. <box>18 619 149 638</box>
article-subheading: AN ADVOCATE FINED. <box>505 598 598 608</box>
article-subheading: THE MANUFACTURE OF CASEIN. <box>639 1087 776 1097</box>
article-paragraph: The Prime Minister (Sir Joseph Ward) anticipates that he will be able to hand his resignation to the Governor to-morrow, and then the Hon. T. Mackenzie will be sent for and be sworn in with his new Cabinet. Sir Joseph Ward declines at present to discuss his future plans, but will make a statement to the House on Tuesday evening if the new Ministry takes office to-morrow. <box>790 86 937 169</box>
article-byline: By Telegraph—Press Association. Auckland, Monday. <box>801 205 926 222</box>
article-paragraph: The miners have lost £3,000,000 working days and £5,550,000 in wages. Other trades have lost £2,600,000 days and £2,130,000 in wages. The daily loss of wages is now £700,000. <box>10 1123 157 1170</box>
article-paragraph: In connection with the message that coal supplies at Rio de Janeiro are exhausted, a Taranaki resident who witnessed the departure of the Ionic last week for London via Rio and Monte Video, learned that the vessel had laid in an extraordinarily large supply of coal, expecting trouble in coaling. One man said the vessel had enough in the bunkers to carry her Home and half-way out again, but this was looked on as probably a piece of fiction. Anyhow every available inch of space was used for the accommodation of coal and cargo. <box>166 204 313 315</box>
article-subheading: HOTEL EMPLOYEES' DISPUTE SETTLED. <box>801 1042 926 1061</box>
article-subheading: THE COST OF THE STRIKE. <box>183 118 296 128</box>
